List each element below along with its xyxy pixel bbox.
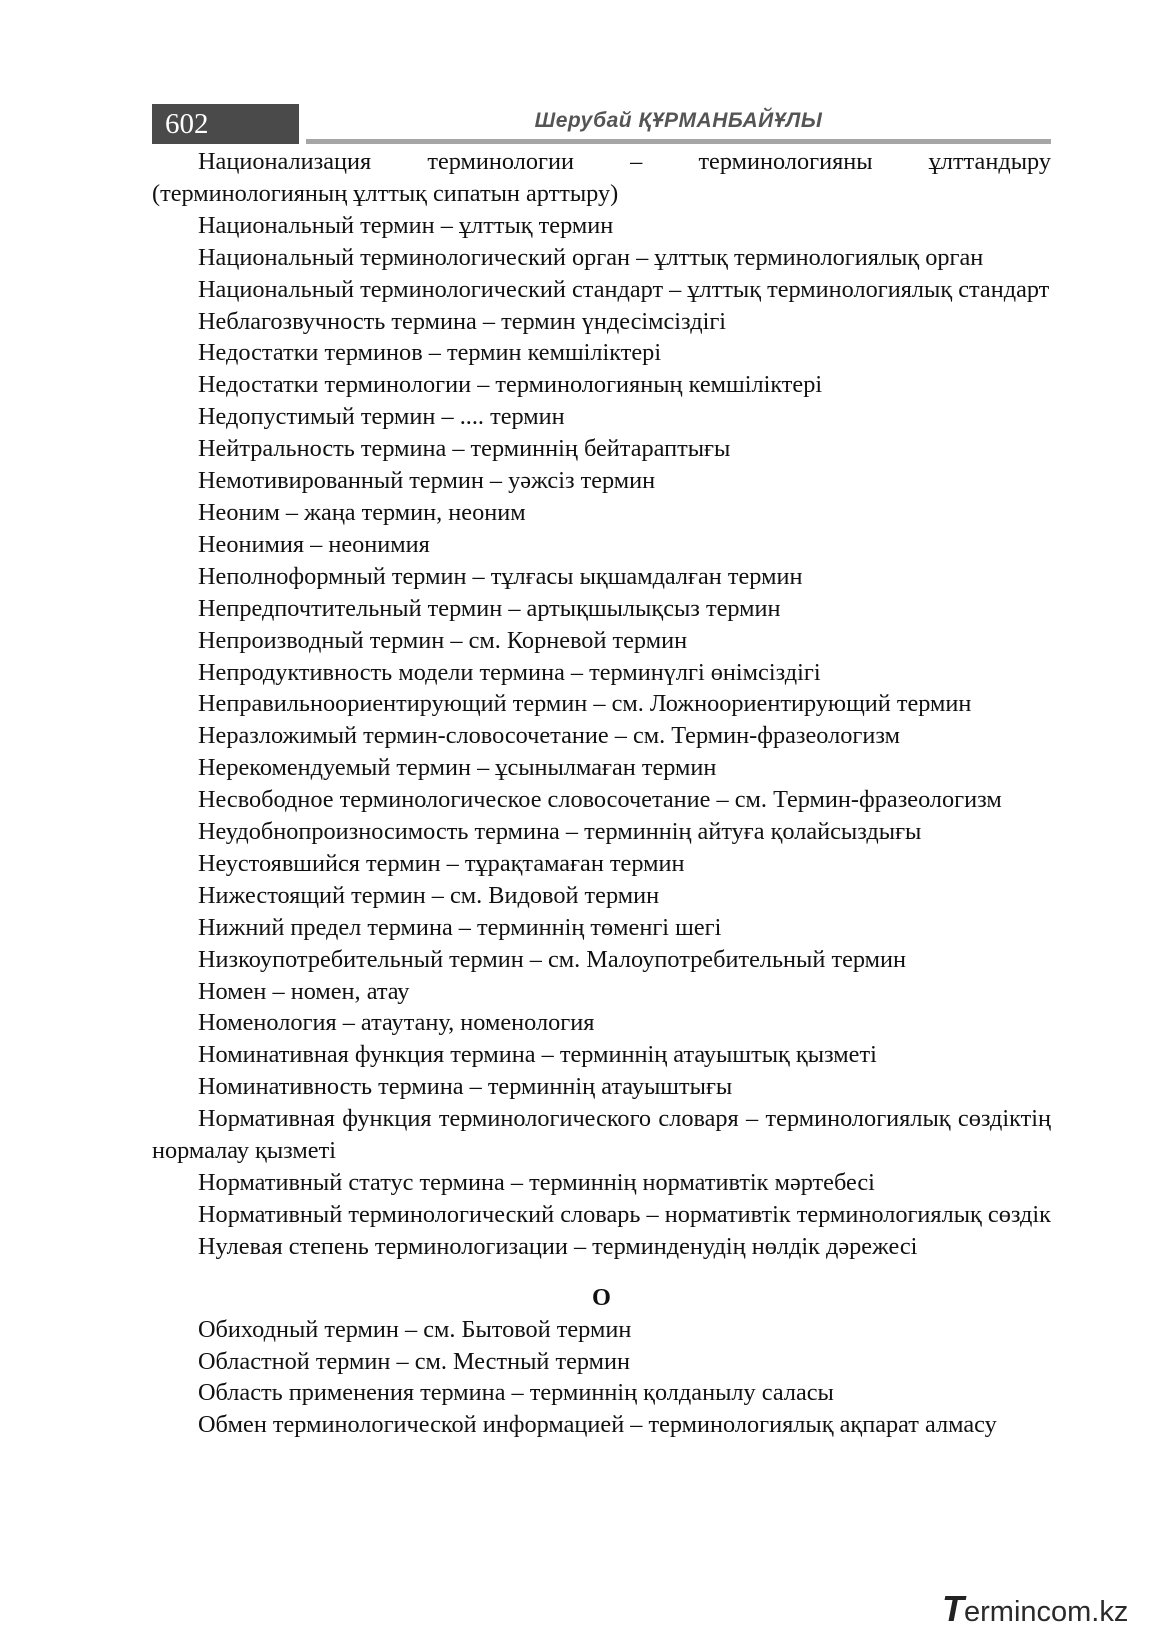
glossary-entry: Неустоявшийся термин – тұрақтамаған термин [198, 849, 685, 877]
glossary-entry: Номен – номен, атау [198, 977, 410, 1005]
glossary-entry: Неправильноориентирующий термин – см. Ложноориентирующий термин [198, 690, 972, 718]
glossary-entry: Непродуктивность модели термина – терминүлгі өнімсіздігі [198, 658, 821, 686]
glossary-entry: Неоним – жаңа термин, неоним [198, 498, 526, 526]
glossary-entry: Недостатки терминологии – терминологияның кемшіліктері [198, 371, 823, 399]
header-rule [306, 139, 1051, 144]
glossary-entry: Нерекомендуемый термин – ұсынылмаған термин [198, 754, 717, 782]
page-header [152, 104, 1051, 146]
glossary-entry: Нулевая степень терминологизации – терминденудің нөлдік дәрежесі [198, 1232, 918, 1260]
glossary-entry: Обмен терминологической информацией – терминологиялық ақпарат алмасу [198, 1411, 997, 1439]
glossary-entry: Несвободное терминологическое словосочетание – см. Термин-фразеологизм [198, 786, 1002, 814]
section-heading-letter: О [592, 1283, 611, 1311]
glossary-entry: Неполноформный термин – тұлғасы ықшамдалған термин [198, 562, 803, 590]
glossary-entry: Нормативная функция терминологического словаря – терминологиялық сөздіктің нормалау қызметі [152, 1105, 1051, 1165]
glossary-entry: Недопустимый термин – .... термин [198, 403, 565, 431]
glossary-entry: Неудобнопроизносимость термина – терминнің айтуға қолайсыздығы [198, 818, 922, 846]
glossary-entry: Национальный терминологический орган – ұлттық терминологиялық орган [198, 243, 984, 271]
glossary-entry: Номенология – атаутану, номенология [198, 1009, 595, 1037]
glossary-entry: Нижний предел термина – терминнің төменгі шегі [198, 913, 722, 941]
glossary-entry: Неразложимый термин-словосочетание – см. Термин-фразеологизм [198, 722, 900, 750]
running-head-author: Шерубай ҚҰРМАНБАЙҰЛЫ [534, 109, 823, 132]
termincom-logo [942, 1589, 1156, 1629]
glossary-entry: Номинативная функция термина – терминнің атауыштық қызметі [198, 1041, 877, 1069]
glossary-body [152, 146, 1051, 1441]
glossary-entry: Неблагозвучность термина – термин үндесімсіздігі [198, 307, 727, 335]
glossary-entry: Низкоупотребительный термин – см. Малоупотребительный термин [198, 945, 907, 973]
entries-before [152, 146, 1051, 1263]
logo-t-letter: T [942, 1588, 964, 1629]
glossary-entry: Область применения термина – терминнің қолданылу саласы [198, 1379, 834, 1407]
glossary-entry: Национальный термин – ұлттық термин [198, 211, 614, 239]
glossary-entry: Немотивированный термин – уәжсіз термин [198, 467, 656, 495]
logo-text: ermincom.kz [964, 1596, 1129, 1628]
glossary-entry: Нейтральность термина – терминнің бейтараптығы [198, 435, 731, 463]
glossary-entry: Недостатки терминов – термин кемшіліктері [198, 339, 662, 367]
glossary-entry: Непроизводный термин – см. Корневой термин [198, 626, 688, 654]
glossary-entry: Нормативный статус термина – терминнің нормативтік мәртебесі [198, 1169, 875, 1196]
glossary-entry: Нормативный терминологический словарь – нормативтік терминологиялық сөздік [198, 1200, 1051, 1228]
page-number: 602 [152, 104, 299, 144]
glossary-entry: Непредпочтительный термин – артықшылықсыз термин [198, 594, 781, 622]
entries-after [152, 1314, 1051, 1442]
glossary-entry: Национализация терминологии – терминологияны ұлттандыру (терминологияның ұлттық сипатын арттыру) [152, 148, 1051, 207]
glossary-entry: Номинативность термина – терминнің атауыштығы [198, 1073, 733, 1101]
glossary-entry: Обиходный термин – см. Бытовой термин [198, 1315, 632, 1343]
glossary-entry: Областной термин – см. Местный термин [198, 1347, 631, 1375]
glossary-entry: Неонимия – неонимия [198, 530, 430, 558]
glossary-entry: Нижестоящий термин – см. Видовой термин [198, 881, 660, 909]
glossary-entry: Национальный терминологический стандарт – ұлттық терминологиялық стандарт [198, 275, 1050, 303]
